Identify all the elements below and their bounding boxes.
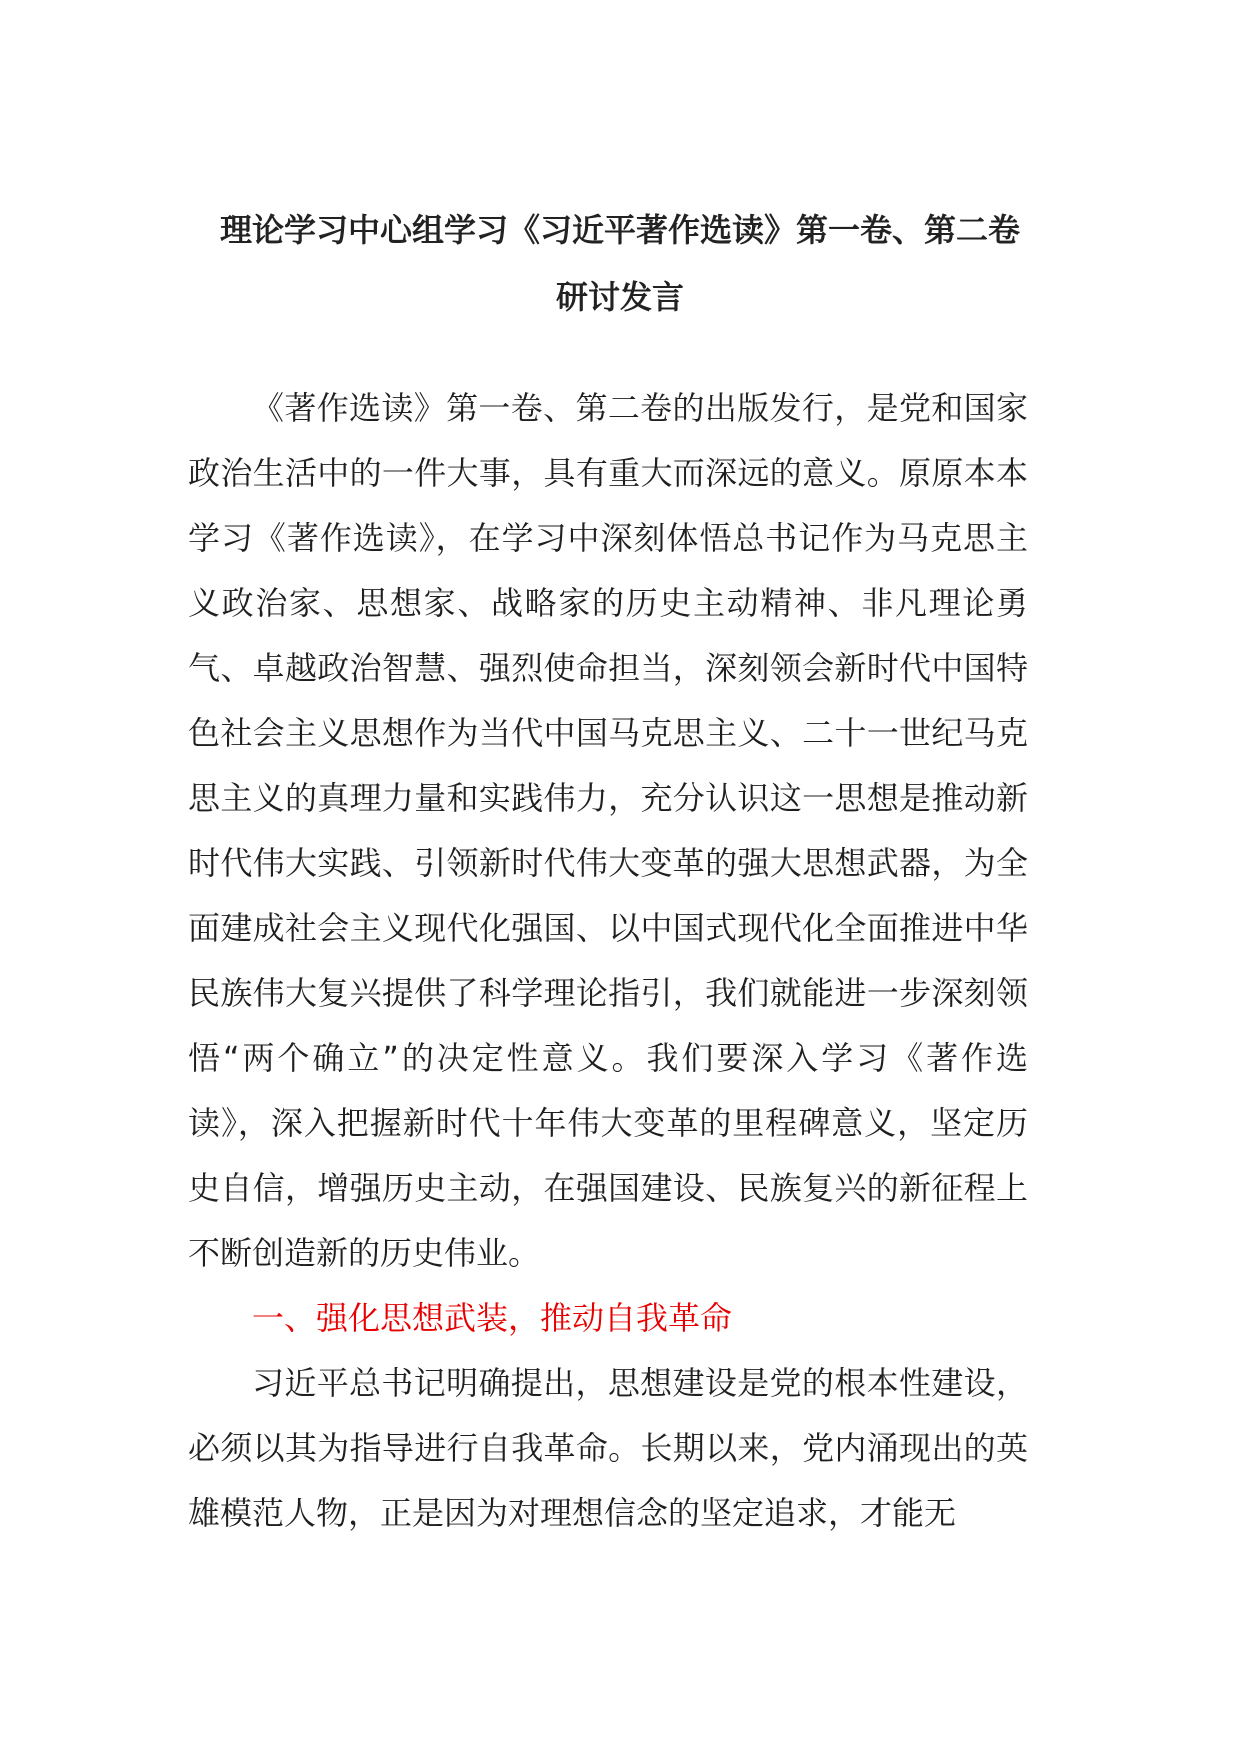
section-heading: 一、强化思想武装，推动自我革命: [252, 1299, 733, 1337]
document-body: [188, 376, 1028, 1546]
document-title-line-2: 研讨发言: [555, 278, 684, 316]
document-title-line-1: 理论学习中心组学习《习近平著作选读》第一卷、第二卷: [219, 211, 1020, 249]
intro-paragraph: 《著作选读》第一卷、第二卷的出版发行，是党和国家政治生活中的一件大事，具有重大而深远的意义。原原本本学习《著作选读》，在学习中深刻体悟总书记作为马克思主义政治家、思想家、战略家的历史主动精神、非凡理论勇气、卓越政治智慧、强烈使命担当，深刻领会新时代中国特色社会主义思想作为当代中国马克思主义、二十一世纪马克思主义的真理力量和实践伟力，充分认识这一思想是推动新时代伟大实践、引领新时代伟大变革的强大思想武器，为全面建成社会主义现代化强国、以中国式现代化全面推进中华民族伟大复兴提供了科学理论指引，我们就能进一步深刻领悟“两个确立”的决定性意义。我们要深入学习《著作选读》，深入把握新时代十年伟大变革的里程碑意义，坚定历史自信，增强历史主动，在强国建设、民族复兴的新征程上不断创造新的历史伟业。: [188, 389, 1028, 1272]
section-paragraph: 习近平总书记明确提出，思想建设是党的根本性建设，必须以其为指导进行自我革命。长期以来，党内涌现出的英雄模范人物，正是因为对理想信念的坚定追求，才能无: [188, 1364, 1028, 1532]
